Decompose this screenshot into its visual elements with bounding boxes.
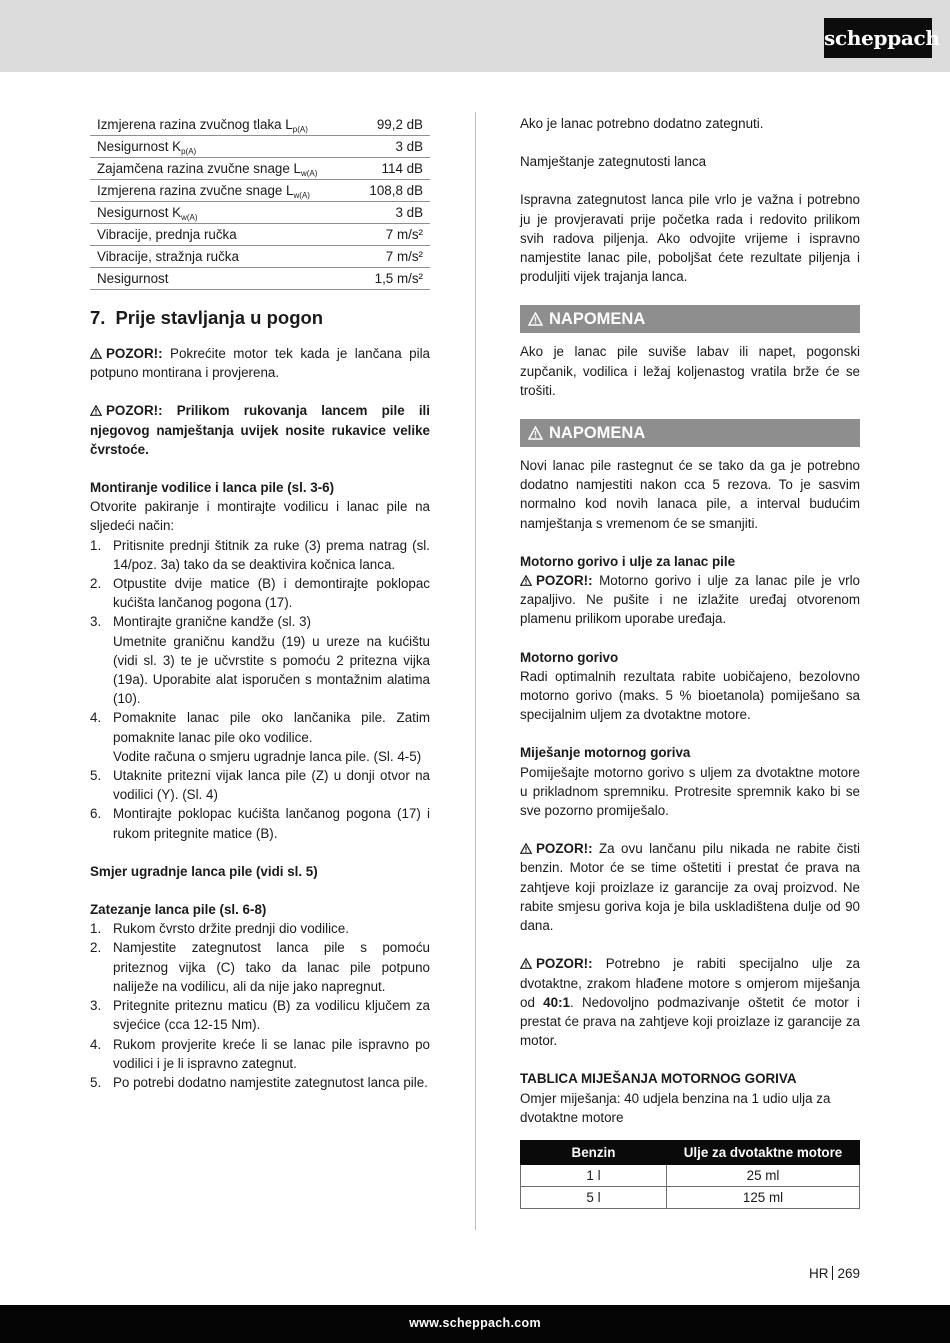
- column-divider: [475, 112, 476, 1230]
- mix-ratio: 40:1: [543, 994, 570, 1010]
- warning-icon: [90, 405, 102, 416]
- spec-value: 114 dB: [352, 158, 430, 180]
- note-title: NAPOMENA: [549, 424, 646, 443]
- footer-bar: [0, 1305, 950, 1343]
- warning-label: POZOR!:: [106, 403, 163, 419]
- warning-paragraph: [90, 344, 430, 382]
- spec-value: 7 m/s²: [352, 224, 430, 246]
- step-text: Pritegnite priteznu maticu (B) za vodilicu ključem za svjećice (cca 12-15 Nm).: [113, 998, 430, 1033]
- step-number: 6.: [90, 806, 102, 822]
- mix-text: Pomiješajte motorno gorivo s uljem za dvotaktne motore u prikladnom spremniku. Protresite spremnik kako bi se sve pozorno promiješalo.: [520, 764, 860, 819]
- list-item: [90, 919, 430, 938]
- mix-heading: Miješanje motornog goriva: [520, 745, 691, 761]
- warning-label: POZOR!:: [536, 573, 593, 589]
- note-header: [520, 419, 860, 447]
- spec-value: 7 m/s²: [352, 246, 430, 268]
- step-text: Pomaknite lanac pile oko lančanika pile. Zatim pomaknite lanac pile oko vodilice.: [113, 710, 430, 745]
- table-row: [521, 1186, 860, 1208]
- header-bar: [0, 0, 950, 72]
- paragraph: Namještanje zategnutosti lanca: [520, 154, 707, 170]
- step-number: 5.: [90, 1074, 102, 1090]
- table-row: [90, 202, 430, 224]
- spec-value: 108,8 dB: [352, 180, 430, 202]
- list-item: [90, 612, 430, 708]
- warning-text: Za ovu lančanu pilu nikada ne rabite čisti benzin. Motor će se time oštetiti i prestat će prava na zahtjeve koji proizlaze iz garancije za ovaj proizvod. Ne rabite smjesu goriva koja je bila uskladištena dulje od 90 dana.: [520, 841, 860, 934]
- list-item: [90, 938, 430, 996]
- table-row: [90, 136, 430, 158]
- tension-steps-list: [90, 919, 430, 1092]
- spec-subscript: p(A): [292, 125, 308, 134]
- list-item: [90, 708, 430, 766]
- step-number: 4.: [90, 710, 102, 726]
- brand-logo: scheppach: [824, 18, 932, 58]
- list-item: [90, 536, 430, 574]
- table-row: [90, 158, 430, 180]
- spec-subscript: w(A): [181, 213, 198, 222]
- warning-label: POZOR!:: [536, 956, 593, 972]
- left-column: [90, 114, 430, 1092]
- spec-value: 3 dB: [352, 202, 430, 224]
- motor-text: Radi optimalnih rezultata rabite uobičajeno, bezolovno motorno gorivo (maks. 5 % bioetanola) pomiješano sa specijalnim uljem za dvotaktne motore.: [520, 668, 860, 723]
- spec-label: Vibracije, stražnja ručka: [90, 246, 352, 268]
- list-item: [90, 1073, 430, 1092]
- warning-label: POZOR!:: [536, 841, 593, 857]
- table-header-cell: Benzin: [521, 1140, 667, 1164]
- warning-label: POZOR!:: [106, 346, 163, 361]
- note-text: Novi lanac pile rastegnut će se tako da ga je potrebno dodatno namjestiti nakon cca 5 rezova. To je sasvim normalno kod novih lanaca pile, a interval budućim namještanja s vremenom će se smanjiti.: [520, 458, 860, 531]
- step-text: Rukom provjerite kreće li se lanac pile ispravno po vodilici i je li ispravno zategnut.: [113, 1036, 430, 1071]
- mix-table: [520, 1140, 860, 1209]
- list-item: [90, 804, 430, 842]
- table-intro: Omjer miješanja: 40 udjela benzina na 1 udio ulja za dvotaktne motore: [520, 1090, 831, 1125]
- table-row: [521, 1164, 860, 1186]
- step-number: 3.: [90, 998, 102, 1014]
- warning-text: Motorno gorivo i ulje za lanac pile je vrlo zapaljivo. Ne pušite i ne izlažite uređaj otvorenom plamenu prilikom uporabe uređaja.: [520, 573, 860, 627]
- table-header-cell: Ulje za dvotaktne motore: [667, 1140, 860, 1164]
- spec-table: [90, 114, 430, 290]
- step-text: Montirajte granične kandže (sl. 3): [113, 614, 311, 630]
- motor-heading: Motorno gorivo: [520, 649, 619, 665]
- step-text: Pritisnite prednji štitnik za ruke (3) prema natrag (sl. 14/poz. 3a) tako da se deaktivira kočnica lanca.: [113, 537, 430, 572]
- direction-heading: Smjer ugradnje lanca pile (vidi sl. 5): [90, 863, 318, 879]
- warning-paragraph: [520, 571, 860, 629]
- spec-label: Izmjerena razina zvučne snage $L_{w(A)}$: [90, 180, 352, 202]
- paragraph: Ispravna zategnutost lanca pile vrlo je važna i potrebno ju je provjeravati prije početka rada i redovito prilikom svih radova piljenja. Ako odvojite vrijeme i ispravno namjestite lanac pile, poboljšat ćete rezultate piljenja i produljiti vijek trajanja lanca.: [520, 192, 860, 285]
- table-row: [90, 114, 430, 136]
- spec-label: Vibracije, prednja ručka: [90, 224, 352, 246]
- spec-label: Nesigurnost: [90, 268, 352, 290]
- section-title: Prije stavljanja u pogon: [115, 307, 324, 328]
- warning-icon: [528, 312, 543, 326]
- tension-heading: Zatezanje lanca pile (sl. 6-8): [90, 902, 267, 918]
- spec-label: Nesigurnost $K_{p(A)}$: [90, 136, 352, 158]
- warning-icon: [90, 348, 102, 359]
- note-text: Ako je lanac pile suviše labav ili napet, pogonski zupčanik, vodilica i ležaj koljenastog vratila brže će se trošiti.: [520, 344, 860, 398]
- warning-paragraph: [520, 954, 860, 1050]
- table-row: [90, 180, 430, 202]
- section-heading: [90, 306, 430, 330]
- spec-subscript: p(A): [181, 147, 197, 156]
- step-number: 1.: [90, 537, 102, 553]
- warning-text: . Nedovoljno podmazivanje oštetit će motor i prestat će prava na zahtjeve koji proizlaze iz garancije za motor.: [520, 994, 860, 1049]
- list-item: [90, 1035, 430, 1073]
- mount-steps-list: [90, 536, 430, 843]
- step-text: Namjestite zategnutost lanca pile s pomoću priteznog vijka (C) tako da lanac pile potpuno naliježe na vodilicu, ali da nije jako napregnut.: [113, 940, 430, 994]
- warning-text: Pokrećite motor tek kada je lančana pila potpuno montirana i provjerena.: [90, 346, 430, 381]
- step-text: Umetnite graničnu kandžu (19) u ureze na kućištu (vidi sl. 3) te je učvrstite s pomoću 2 pritezna vijka (19a). Uporabite alat isporučen s montažnim alatima (10).: [113, 633, 430, 707]
- spec-value: 3 dB: [352, 136, 430, 158]
- step-text: Po potrebi dodatno namjestite zategnutost lanca pile.: [113, 1074, 428, 1090]
- table-row: [90, 224, 430, 246]
- step-number: 2.: [90, 940, 102, 956]
- table-row: [90, 268, 430, 290]
- step-text: Utaknite pritezni vijak lanca pile (Z) u donji otvor na vodilici (Y). (Sl. 4): [113, 768, 430, 803]
- spec-subscript: w(A): [293, 191, 310, 200]
- spec-value: 1,5 m/s²: [352, 268, 430, 290]
- spec-label: Nesigurnost $K_{w(A)}$: [90, 202, 352, 224]
- paragraph: Ako je lanac potrebno dodatno zategnuti.: [520, 116, 764, 131]
- warning-paragraph: [90, 401, 430, 459]
- warning-icon: [520, 843, 532, 854]
- step-number: 3.: [90, 614, 102, 630]
- step-text: Otpustite dvije matice (B) i demontirajte poklopac kućišta lančanog pogona (17).: [113, 576, 430, 611]
- spec-label: Zajamčena razina zvučne snage $L_{w(A)}$: [90, 158, 352, 180]
- warning-text: Prilikom rukovanja lancem pile ili njegovog namještanja uvijek nosite rukavice velike čvrstoće.: [90, 403, 430, 457]
- table-cell: 1 l: [521, 1164, 667, 1186]
- spec-value: 99,2 dB: [352, 114, 430, 136]
- step-number: 4.: [90, 1036, 102, 1052]
- step-number: 2.: [90, 576, 102, 592]
- list-item: [90, 574, 430, 612]
- fuel-heading: Motorno gorivo i ulje za lanac pile: [520, 553, 736, 569]
- page-num: 269: [837, 1266, 860, 1281]
- warning-icon: [528, 426, 543, 440]
- spec-label: Izmjerena razina zvučnog tlaka $L_{p(A)}$: [90, 114, 352, 136]
- list-item: [90, 766, 430, 804]
- page-number: [809, 1264, 860, 1283]
- warning-icon: [520, 958, 532, 969]
- section-number: 7.: [90, 307, 106, 328]
- right-column: [520, 114, 860, 1209]
- step-text: Rukom čvrsto držite prednji dio vodilice.: [113, 921, 349, 937]
- warning-text: Potrebno je rabiti specijalno ulje za dvotaktne, zrakom hlađene motore s omjerom miješanja od: [520, 956, 860, 1010]
- step-number: 5.: [90, 768, 102, 784]
- step-text: Montirajte poklopac kućišta lančanog pogona (17) i rukom pritegnite matice (B).: [113, 806, 430, 841]
- spec-subscript: w(A): [300, 169, 318, 178]
- list-item: [90, 996, 430, 1034]
- table-cell: 25 ml: [667, 1164, 860, 1186]
- table-cell: 5 l: [521, 1186, 667, 1208]
- warning-icon: [520, 575, 532, 586]
- mount-heading: Montiranje vodilice i lanca pile (sl. 3-6): [90, 480, 335, 496]
- warning-paragraph: [520, 839, 860, 935]
- note-header: [520, 305, 860, 333]
- table-heading: TABLICA MIJEŠANJA MOTORNOG GORIVA: [520, 1071, 797, 1087]
- note-title: NAPOMENA: [549, 310, 646, 329]
- table-cell: 125 ml: [667, 1186, 860, 1208]
- mount-intro: Otvorite pakiranje i montirajte vodilicu i lanac pile na sljedeći način:: [90, 499, 430, 534]
- step-number: 1.: [90, 921, 102, 937]
- step-text: Vodite računa o smjeru ugradnje lanca pile. (Sl. 4-5): [113, 748, 422, 764]
- table-row: [90, 246, 430, 268]
- footer-url: www.scheppach.com: [409, 1316, 541, 1330]
- page-lang: HR: [808, 1266, 829, 1281]
